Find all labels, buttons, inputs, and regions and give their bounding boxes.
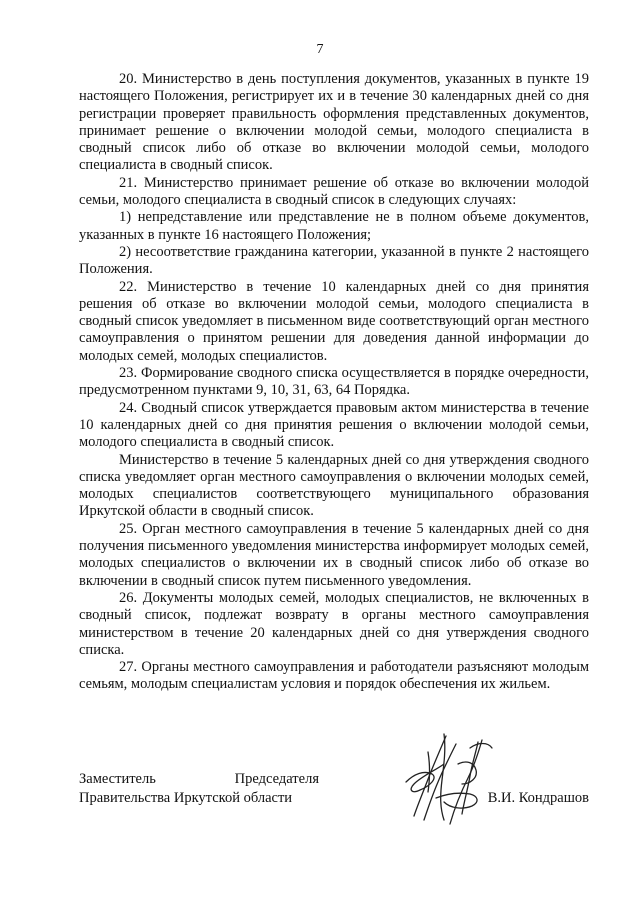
- page-number: 7: [316, 42, 324, 57]
- paragraph-24-continued: Министерство в течение 5 календарных дней со дня утверждения сводного списка уведомляет орган местного самоуправления о включении молодых семей, молодых специалистов соответствующего муниципального образования Иркутской области в сводный список.: [79, 451, 589, 520]
- signatory-title-word2: Председателя: [234, 771, 319, 787]
- paragraph-25: 25. Орган местного самоуправления в течение 5 календарных дней со дня получения письменного уведомления министерства информирует молодых семей, молодых специалистов о включении их в сводный список либо об отказе во включении в сводный список путем письменного уведомления.: [79, 520, 589, 589]
- paragraph-24: 24. Сводный список утверждается правовым актом министерства в течение 10 календарных дней со дня принятия решения о включении молодой семьи, молодого специалиста в сводный список.: [79, 399, 589, 451]
- paragraph-22: 22. Министерство в течение 10 календарных дней со дня принятия решения об отказе во включении молодой семьи, молодого специалиста в сводный список уведомляет в письменном виде соответствующий орган местного самоуправления о принятом решении для доведения данной информации до молодых семей, молодых специалистов.: [79, 278, 589, 364]
- paragraph-21-item-1: 1) непредставление или представление не в полном объеме документов, указанных в пункте 16 настоящего Положения;: [79, 209, 589, 243]
- paragraph-21-item-2: 2) несоответствие гражданина категории, указанной в пункте 2 настоящего Положения.: [79, 243, 589, 278]
- signatory-title-word1: Заместитель: [79, 771, 156, 787]
- signatory-title-line2: Правительства Иркутской области: [79, 790, 293, 806]
- signatory-name: В.И. Кондрашов: [487, 790, 589, 806]
- signatory-title: [79, 770, 319, 808]
- paragraph-27: 27. Органы местного самоуправления и работодатели разъясняют молодым семьям, молодым специалистам условия и порядок обеспечения их жильем.: [79, 659, 589, 693]
- paragraph-26: 26. Документы молодых семей, молодых специалистов, не включенных в сводный список, подлежат возврату в органы местного самоуправления министерством в течение 20 календарных дней со дня утверждения сводного списка.: [79, 589, 589, 658]
- paragraph-21: 21. Министерство принимает решение об отказе во включении молодой семьи, молодого специалиста в сводный список в следующих случаях:: [79, 174, 589, 209]
- handwritten-signature: [384, 724, 504, 834]
- paragraph-23: 23. Формирование сводного списка осуществляется в порядке очередности, предусмотренном пунктами 9, 10, 31, 63, 64 Порядка.: [79, 365, 589, 399]
- document-body: [79, 71, 589, 694]
- paragraph-20: 20. Министерство в день поступления документов, указанных в пункте 19 настоящего Положения, регистрирует их и в течение 30 календарных дней со дня регистрации проверяет правильность оформления представленных документов, принимает решение о включении молодой семьи, молодого специалиста в сводный список либо об отказе во включении молодой семьи, молодого специалиста в сводный список.: [79, 71, 589, 174]
